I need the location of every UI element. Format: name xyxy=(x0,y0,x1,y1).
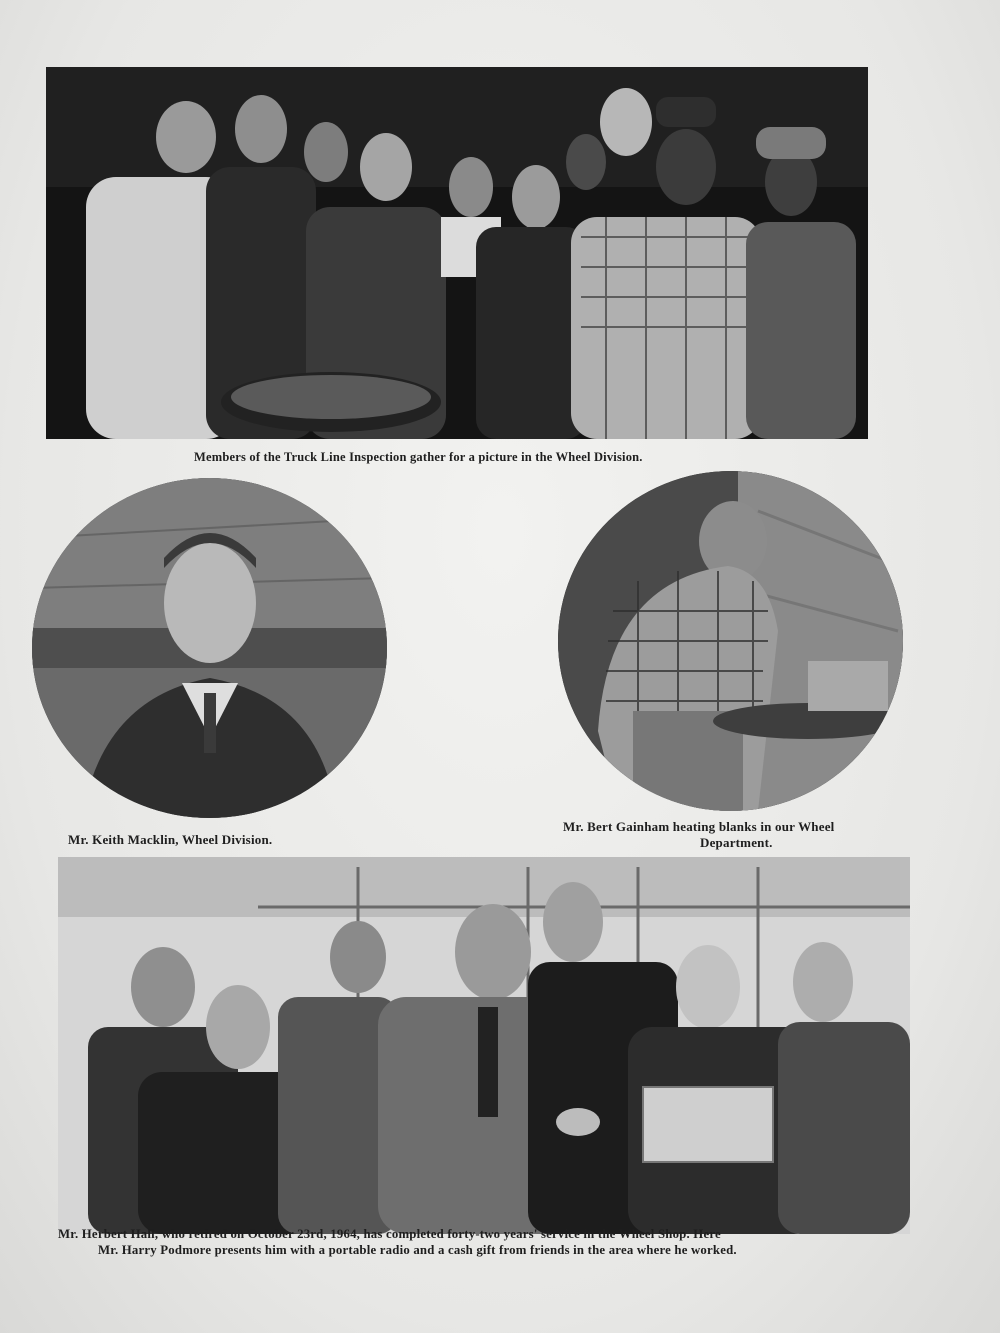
group-photo-image xyxy=(46,67,868,439)
bottom-photo-caption-line2: Mr. Harry Podmore presents him with a portable radio and a cash gift from friends in the area where he worked. xyxy=(98,1243,737,1257)
retirement-photo-image xyxy=(58,857,910,1234)
right-portrait-caption-line2: Department. xyxy=(700,835,773,850)
top-photo-caption: Members of the Truck Line Inspection gather for a picture in the Wheel Division. xyxy=(194,450,643,464)
left-portrait-caption: Mr. Keith Macklin, Wheel Division. xyxy=(68,832,273,847)
truck-line-inspection-photo xyxy=(46,67,868,439)
bottom-photo-caption-line1: Mr. Herbert Hall, who retired on October 23rd, 1964, has completed forty-two years' service in the Wheel Shop. Here xyxy=(58,1227,721,1241)
portrait-image-right xyxy=(558,471,903,811)
bert-gainham-portrait xyxy=(558,471,903,811)
portrait-image-left xyxy=(32,478,387,818)
herbert-hall-retirement-photo xyxy=(58,857,910,1234)
keith-macklin-portrait xyxy=(32,478,387,818)
right-portrait-caption-line1: Mr. Bert Gainham heating blanks in our Wheel xyxy=(563,819,835,834)
